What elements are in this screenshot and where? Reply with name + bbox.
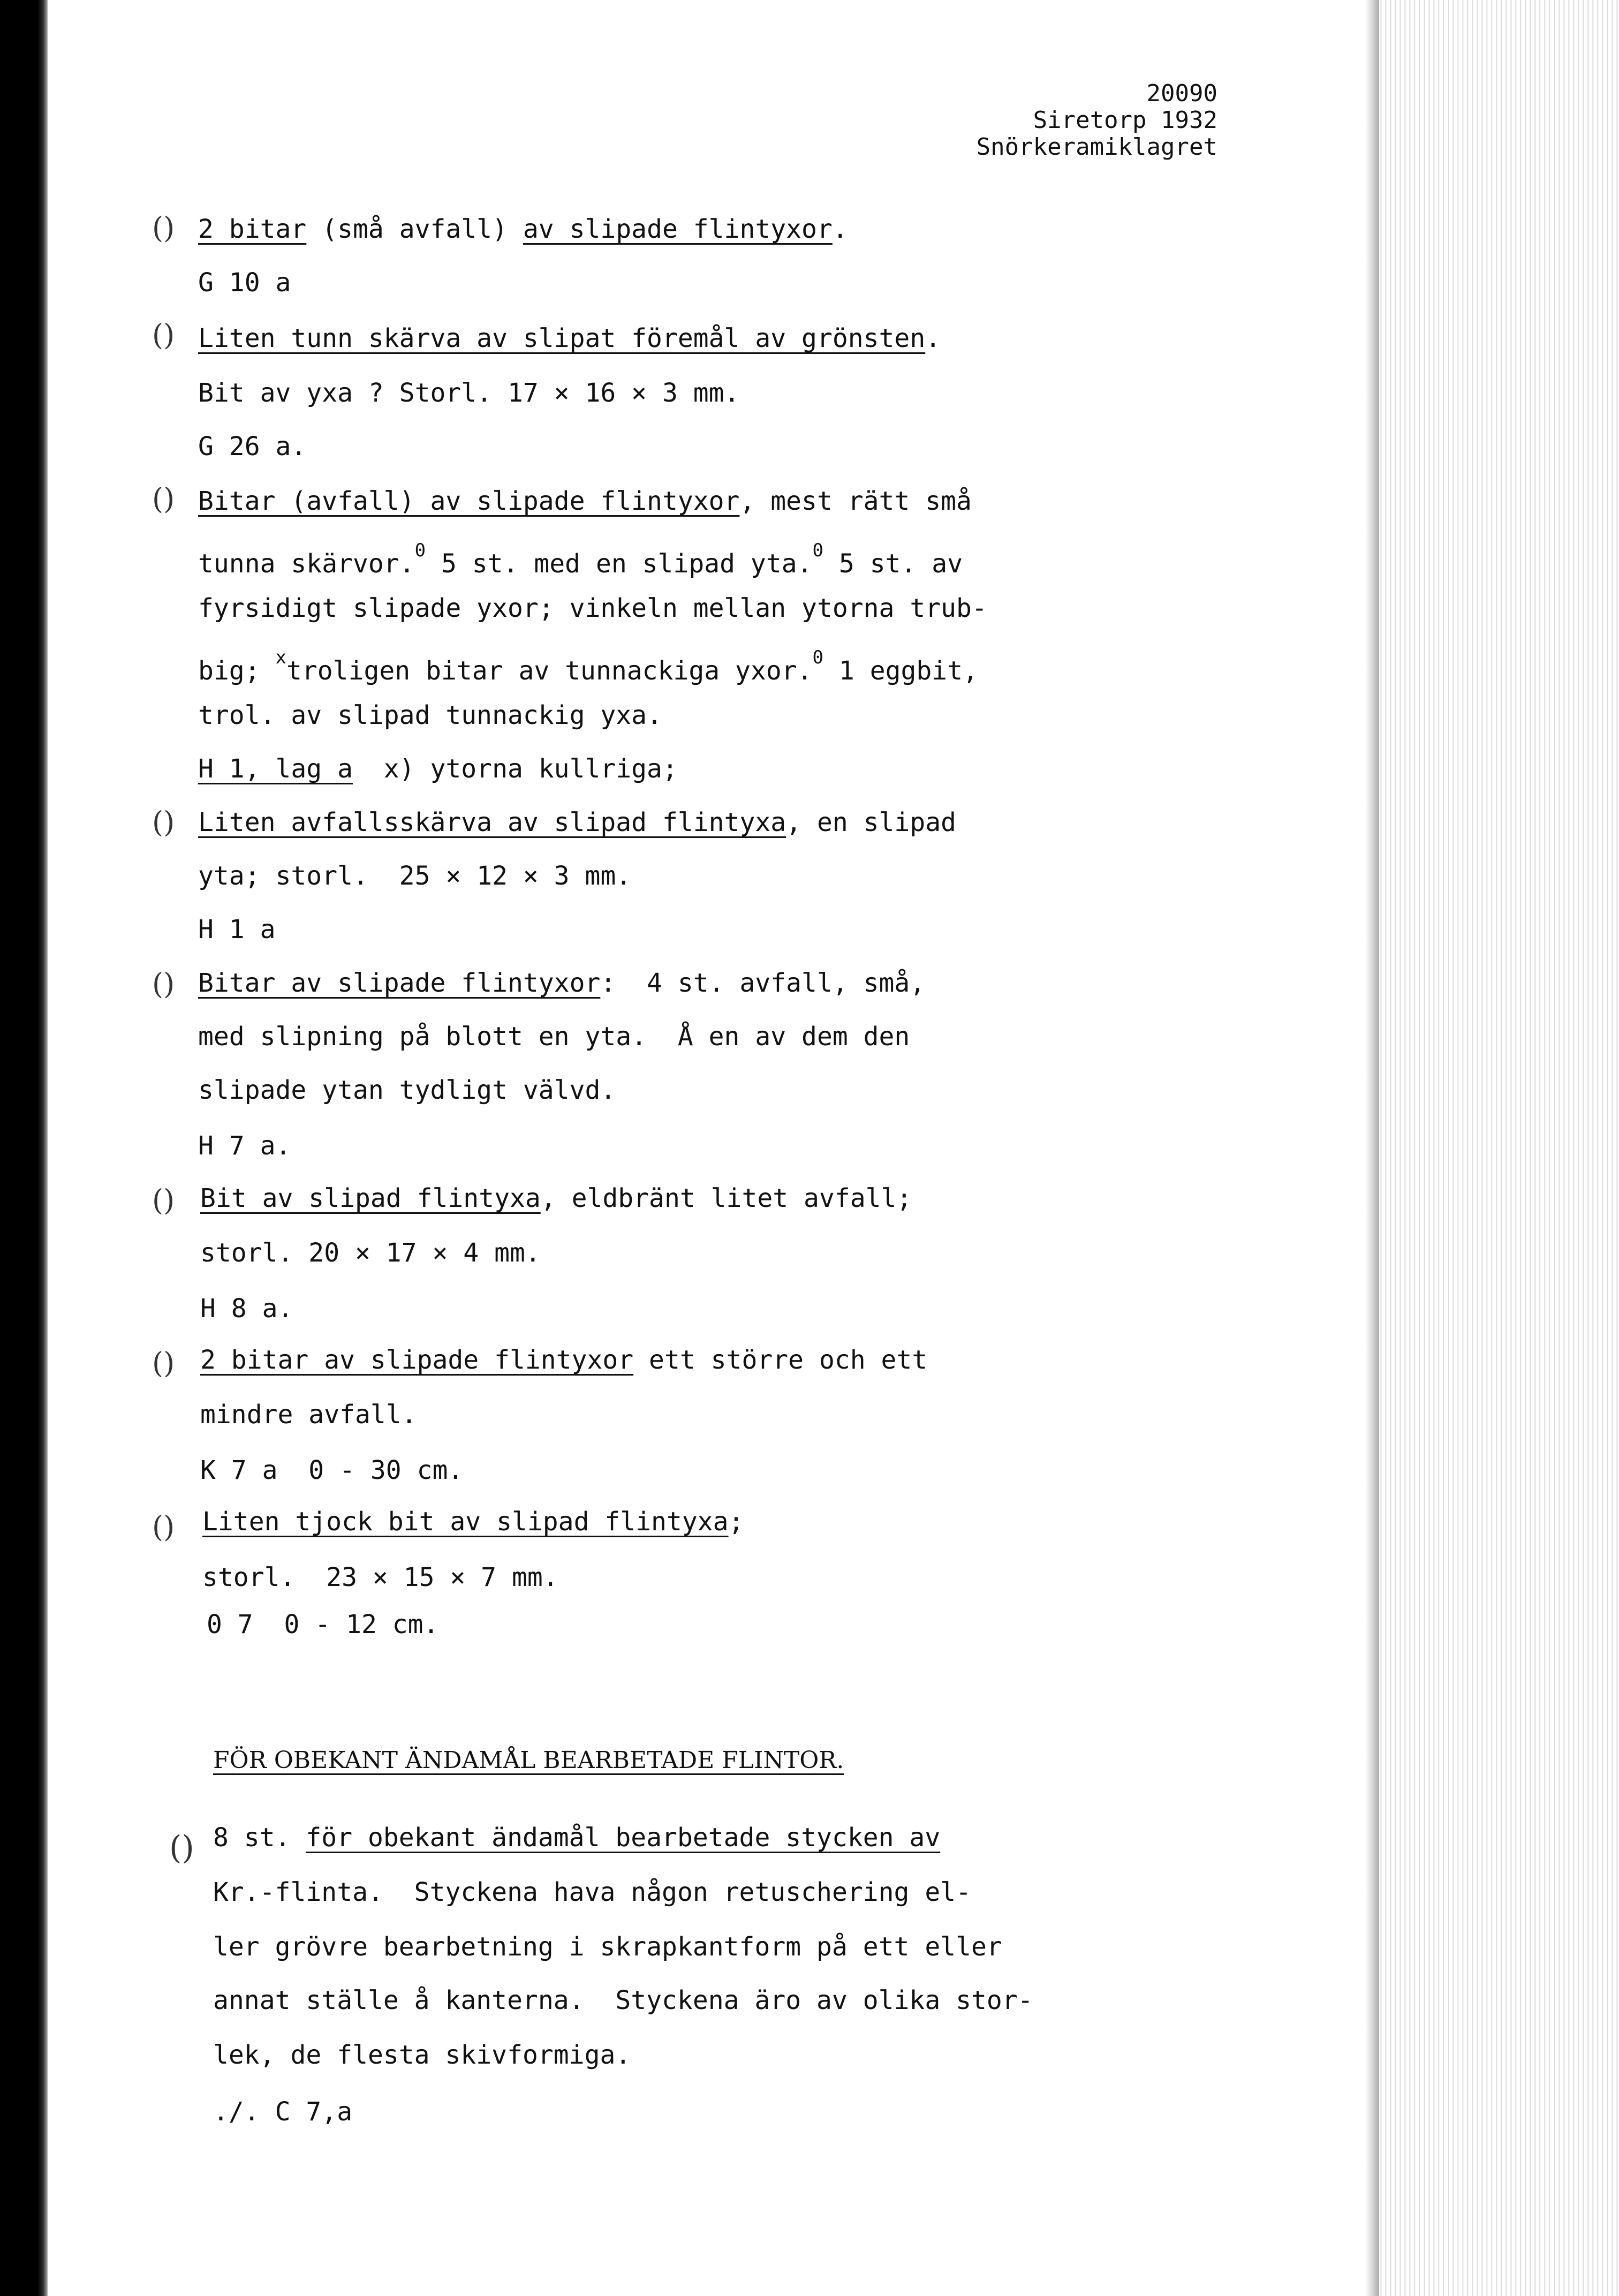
entry-4-ref: H 1 a bbox=[198, 915, 276, 945]
entry-8-line-2: storl. 23 × 15 × 7 mm. bbox=[202, 1562, 558, 1592]
check-mark: () bbox=[152, 482, 175, 516]
entry-3-line-1: Bitar (avfall) av slipade flintyxor, mest rätt små bbox=[198, 486, 972, 516]
entry-1-ref: G 10 a bbox=[198, 268, 291, 298]
entry-4-line-2: yta; storl. 25 × 12 × 3 mm. bbox=[198, 861, 632, 891]
entry-9-line-5: lek, de flesta skivformiga. bbox=[213, 2040, 631, 2070]
entry-5-line-2: med slipning på blott en yta. Å en av dem den bbox=[198, 1022, 910, 1052]
entry-5-ref: H 7 a. bbox=[198, 1131, 291, 1161]
entry-9-line-1: 8 st. för obekant ändamål bearbetade stycken av bbox=[213, 1823, 941, 1853]
entry-6-line-1: Bit av slipad flintyxa, eldbränt litet avfall; bbox=[200, 1183, 912, 1213]
layer-name: Snörkeramiklagret bbox=[976, 133, 1217, 161]
entry-6-ref: H 8 a. bbox=[200, 1294, 293, 1324]
page-stack-edge bbox=[1367, 0, 1619, 2296]
entry-9-line-3: ler grövre bearbetning i skrapkantform på ett eller bbox=[213, 1932, 1002, 1962]
entry-6-line-2: storl. 20 × 17 × 4 mm. bbox=[200, 1238, 541, 1268]
entry-8-line-1: Liten tjock bit av slipad flintyxa; bbox=[202, 1507, 744, 1537]
check-mark: () bbox=[152, 318, 175, 352]
entry-9-ref: ./. C 7,a bbox=[213, 2097, 353, 2127]
check-mark: () bbox=[152, 805, 175, 839]
check-mark: () bbox=[152, 211, 175, 245]
check-mark: () bbox=[152, 1183, 175, 1217]
entry-8-ref: 0 7 0 - 12 cm. bbox=[207, 1610, 439, 1640]
entry-3-line-2: tunna skärvor.$^0$ 5 st. med en slipad yta.$^0$ 5 st. av bbox=[198, 540, 963, 579]
entry-3-line-4: big; $^x$troligen bitar av tunnackiga yxor.$^0$ 1 eggbit, bbox=[198, 647, 978, 686]
entry-2-line-2: Bit av yxa ? Storl. 17 × 16 × 3 mm. bbox=[198, 378, 740, 408]
entry-5-line-3: slipade ytan tydligt välvd. bbox=[198, 1075, 616, 1105]
entry-3-line-3: fyrsidigt slipade yxor; vinkeln mellan ytorna trub- bbox=[198, 593, 987, 623]
check-mark: () bbox=[152, 967, 175, 1001]
entry-7-line-2: mindre avfall. bbox=[200, 1400, 417, 1430]
section-heading: FÖR OBEKANT ÄNDAMÅL BEARBETADE FLINTOR. bbox=[213, 1747, 844, 1774]
check-mark: () bbox=[152, 1510, 175, 1544]
page-fold-shadow bbox=[1365, 0, 1379, 2296]
check-mark: () bbox=[152, 1346, 175, 1380]
entry-1-line-1: 2 bitar (små avfall) av slipade flintyxor. bbox=[198, 214, 848, 244]
entry-3-line-5: trol. av slipad tunnackig yxa. bbox=[198, 700, 662, 730]
entry-4-line-1: Liten avfallsskärva av slipad flintyxa, en slipad bbox=[198, 807, 957, 837]
entry-2-ref: G 26 a. bbox=[198, 432, 307, 462]
book-spine-shadow bbox=[0, 0, 48, 2296]
entry-9-line-4: annat ställe å kanterna. Styckena äro av olika stor- bbox=[213, 1985, 1033, 2015]
entry-2-line-1: Liten tunn skärva av slipat föremål av grönsten. bbox=[198, 323, 941, 353]
check-mark: () bbox=[169, 1829, 194, 1867]
entry-7-ref: K 7 a 0 - 30 cm. bbox=[200, 1455, 464, 1485]
entry-5-line-1: Bitar av slipade flintyxor: 4 st. avfall, små, bbox=[198, 968, 926, 998]
entry-7-line-1: 2 bitar av slipade flintyxor ett större och ett bbox=[200, 1345, 928, 1375]
catalog-number: 20090 bbox=[1146, 80, 1217, 107]
site-year: Siretorp 1932 bbox=[1033, 107, 1217, 134]
entry-9-line-2: Kr.-flinta. Styckena hava någon retuschering el- bbox=[213, 1877, 972, 1907]
document-header bbox=[977, 80, 1217, 161]
entry-3-ref: H 1, lag a x) ytorna kullriga; bbox=[198, 754, 678, 784]
